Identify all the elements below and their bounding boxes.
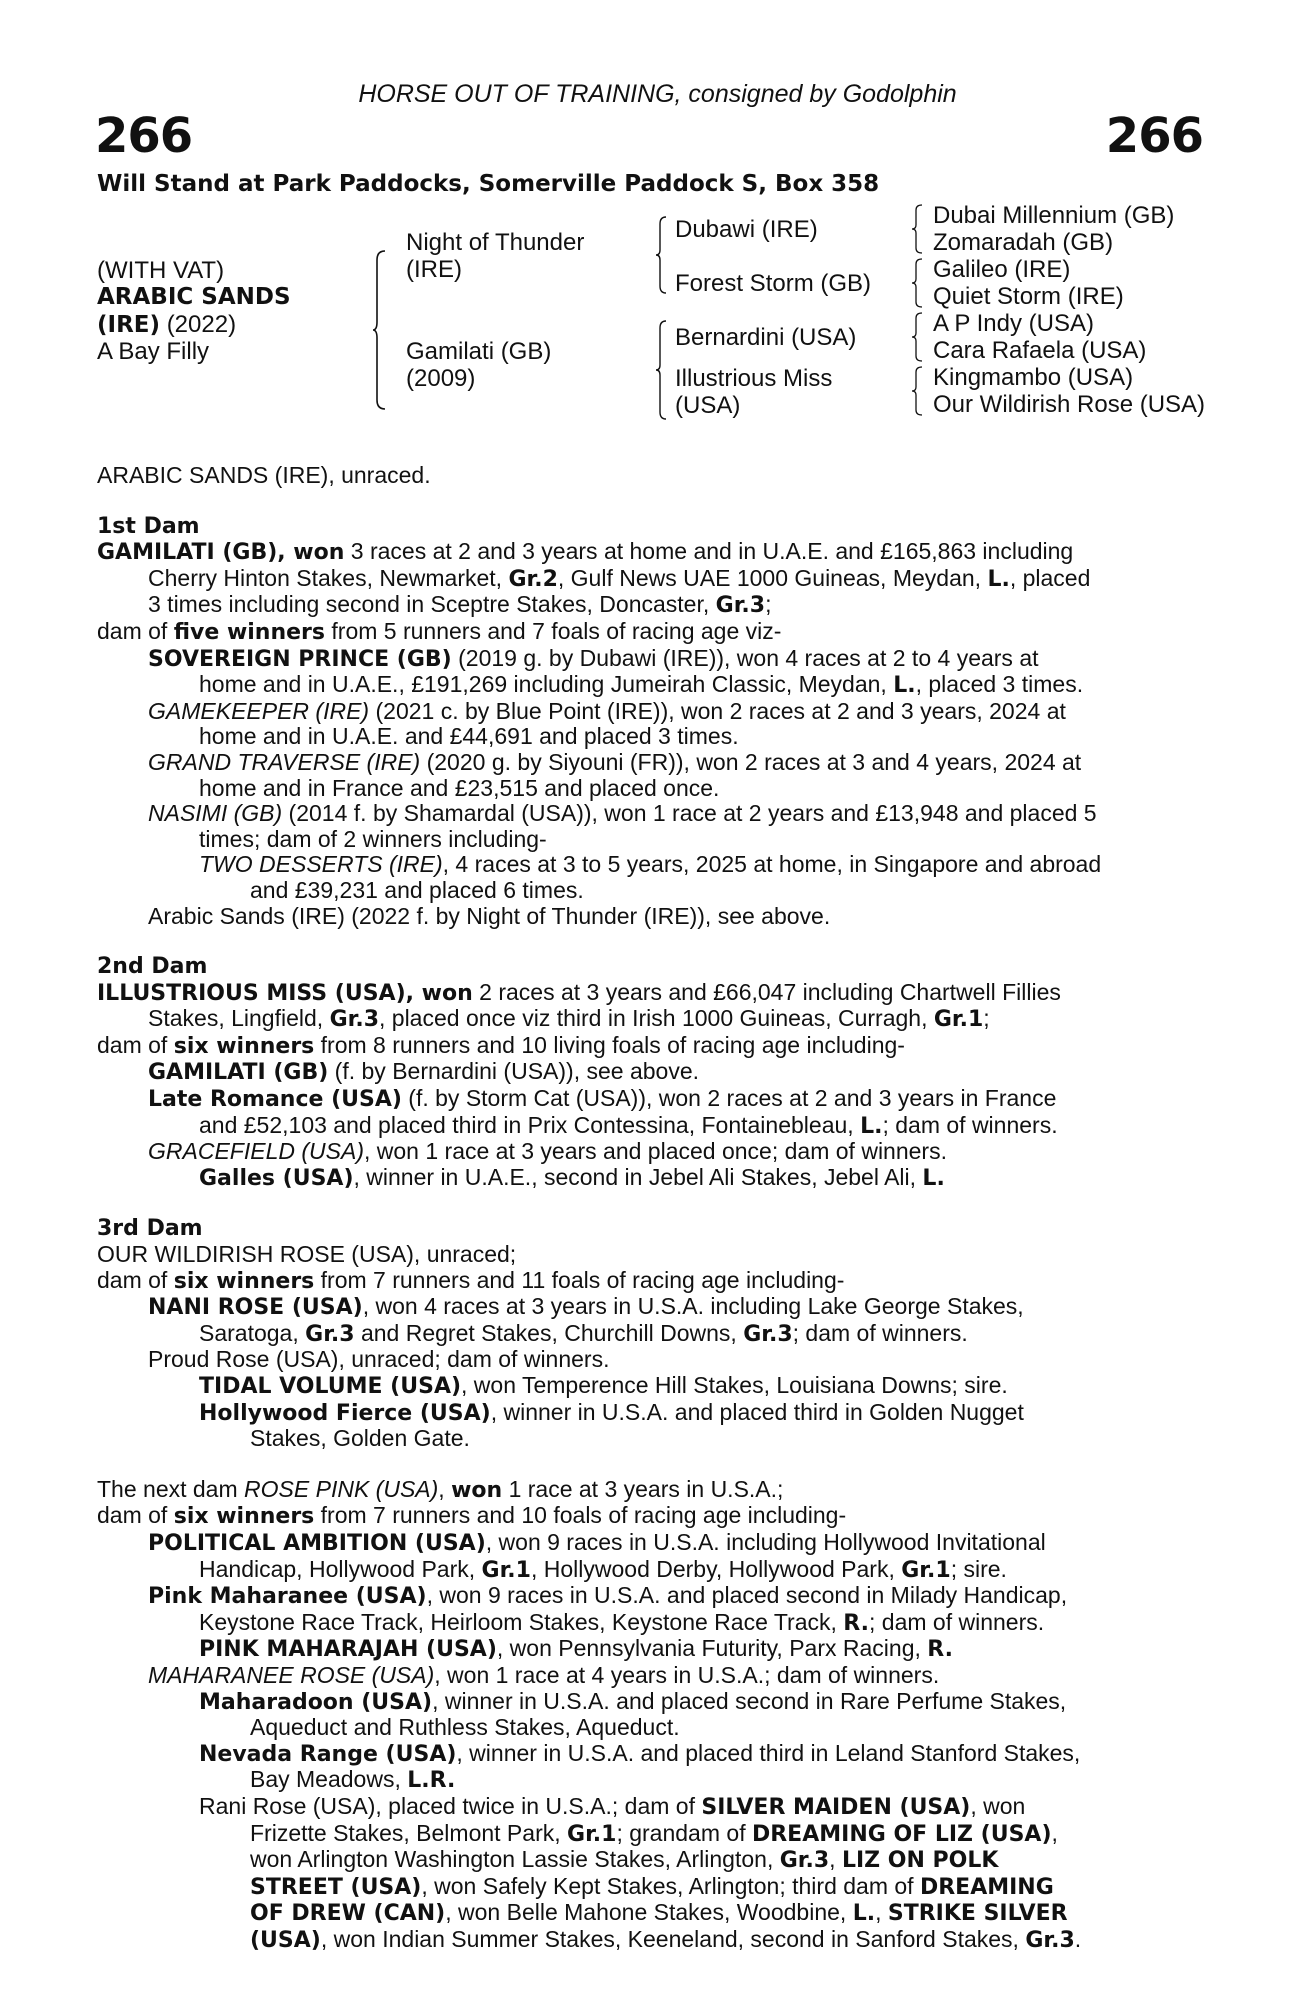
dam2-line bbox=[97, 980, 1203, 1007]
unraced-line: ARABIC SANDS (IRE), unraced. bbox=[97, 462, 431, 488]
pedigree-sire-origin: (IRE) bbox=[406, 256, 462, 283]
pedigree-dam-dam-origin: (USA) bbox=[675, 392, 741, 419]
rr-comma: , bbox=[1051, 1819, 1058, 1846]
restricted: R. bbox=[927, 1637, 953, 1663]
mr-text: , won 1 race at 4 years in U.S.A.; dam of winners. bbox=[434, 1661, 940, 1688]
listed: L. bbox=[922, 1165, 945, 1191]
two-desserts-line bbox=[97, 852, 1203, 878]
gracefield-line bbox=[97, 1139, 1203, 1165]
nv-text-a: , winner in U.S.A. and placed third in Leland Stanford Stakes, bbox=[456, 1739, 1081, 1766]
lr-text-c: ; dam of winners. bbox=[882, 1111, 1058, 1138]
late-romance-line2 bbox=[97, 1113, 1203, 1140]
sovereign-prince-line2 bbox=[97, 672, 1203, 699]
horse-origin-year bbox=[97, 311, 236, 339]
pedigree-dsd: Cara Rafaela (USA) bbox=[933, 337, 1147, 364]
maharanee-rose: MAHARANEE ROSE (USA) bbox=[148, 1661, 435, 1688]
dam-of: dam of bbox=[97, 617, 174, 644]
pedigree-brace-ds bbox=[911, 312, 923, 362]
dam2-produce bbox=[97, 1033, 1203, 1060]
grade-1: Gr.1 bbox=[481, 1557, 531, 1583]
rr-text-d: ; grandam of bbox=[616, 1819, 752, 1846]
grade-1: Gr.1 bbox=[567, 1821, 617, 1847]
maharadoon: Maharadoon (USA) bbox=[199, 1689, 433, 1715]
nd-text-a: The next dam bbox=[97, 1475, 245, 1502]
dam1-name: GAMILATI (GB), won bbox=[97, 540, 345, 566]
nasimi: NASIMI (GB) bbox=[148, 800, 283, 827]
dam1-text-g: from 5 runners and 7 foals of racing age viz- bbox=[325, 617, 782, 644]
of-drew: OF DREW (CAN) bbox=[250, 1901, 446, 1927]
catalogue-body bbox=[97, 463, 1203, 1953]
dam2-text-a: 2 races at 3 years and £66,047 including Chartwell Fillies bbox=[472, 978, 1061, 1005]
pedigree-brace-main bbox=[372, 250, 386, 410]
liz-on-polk-street: STREET (USA) bbox=[250, 1874, 422, 1900]
dam3-heading: 3rd Dam bbox=[97, 1216, 203, 1242]
maharadoon-line2: Aqueduct and Ruthless Stakes, Aqueduct. bbox=[250, 1714, 680, 1741]
pedigree-sss: Dubai Millennium (GB) bbox=[933, 202, 1175, 229]
horse-name: ARABIC SANDS bbox=[97, 284, 291, 310]
dam1-line2 bbox=[97, 566, 1203, 593]
nevada-range-line bbox=[97, 1741, 1203, 1768]
six-winners: six winners bbox=[173, 1504, 315, 1530]
listed: L. bbox=[893, 673, 916, 699]
listed-restricted: L.R. bbox=[407, 1768, 456, 1794]
rani-rose-line5 bbox=[97, 1900, 1203, 1927]
gf-text: , won 1 race at 3 years and placed once; dam of winners. bbox=[363, 1138, 947, 1165]
rani-rose-line bbox=[97, 1794, 1203, 1821]
gamilati: GAMILATI (GB) bbox=[148, 1060, 329, 1086]
nani-rose: NANI ROSE (USA) bbox=[148, 1295, 363, 1321]
dam2-heading: 2nd Dam bbox=[97, 954, 208, 980]
restricted: R. bbox=[843, 1610, 869, 1636]
hollywood-fierce-line bbox=[97, 1400, 1203, 1427]
galles-line bbox=[97, 1165, 1203, 1192]
six-winners: six winners bbox=[173, 1268, 315, 1294]
pedigree-dam-name: Gamilati (GB) bbox=[406, 338, 552, 365]
md-text-a: , winner in U.S.A. and placed second in Rare Perfume Stakes, bbox=[432, 1687, 1067, 1714]
gam-text: (f. by Bernardini (USA)), see above. bbox=[328, 1058, 700, 1085]
sov-text-c: , placed 3 times. bbox=[915, 671, 1084, 698]
dam1-text-b: Cherry Hinton Stakes, Newmarket, bbox=[148, 564, 509, 591]
pedigree-sire-name: Night of Thunder bbox=[406, 229, 585, 256]
pedigree-ssd: Zomaradah (GB) bbox=[933, 229, 1114, 256]
pmj-text: , won Pennsylvania Futurity, Parx Racing, bbox=[496, 1635, 928, 1662]
stable-location: Will Stand at Park Paddocks, Somerville Paddock S, Box 358 bbox=[97, 171, 880, 197]
political-ambition-line bbox=[97, 1530, 1203, 1557]
consignment-line: HORSE OUT OF TRAINING, consigned by Godolphin bbox=[358, 80, 957, 108]
dam2-text-e: from 8 runners and 10 living foals of racing age including- bbox=[314, 1031, 905, 1058]
dam1-text-a: 3 races at 2 and 3 years at home and in U.A.E. and £165,863 including bbox=[344, 538, 1074, 565]
rr-text-c: Frizette Stakes, Belmont Park, bbox=[250, 1819, 568, 1846]
six-winners: six winners bbox=[173, 1033, 315, 1059]
dam2-text-c: , placed once viz third in Irish 1000 Guineas, Curragh, bbox=[379, 1005, 934, 1032]
sovereign-prince: SOVEREIGN PRINCE (GB) bbox=[148, 646, 452, 672]
won-label: won bbox=[451, 1477, 503, 1503]
listed: L. bbox=[860, 1113, 883, 1139]
grade-3: Gr.3 bbox=[1025, 1927, 1075, 1953]
lot-number-right: 266 bbox=[1105, 108, 1203, 164]
grand-traverse-line bbox=[97, 750, 1203, 776]
dam1-line bbox=[97, 539, 1203, 566]
gamekeeper: GAMEKEEPER (IRE) bbox=[148, 697, 370, 724]
pedigree-dam-dam: Illustrious Miss bbox=[675, 365, 833, 392]
nr-text-d: ; dam of winners. bbox=[792, 1319, 968, 1346]
lr-text-b: and £52,103 and placed third in Prix Contessina, Fontainebleau, bbox=[199, 1111, 861, 1138]
pedigree-dam-sire: Bernardini (USA) bbox=[675, 324, 857, 351]
nani-rose-line bbox=[97, 1294, 1203, 1321]
nr-text-b: Saratoga, bbox=[199, 1319, 306, 1346]
sovereign-prince-line bbox=[97, 646, 1203, 673]
pink-maharanee: Pink Maharanee (USA) bbox=[148, 1584, 427, 1610]
na-text-a: (2014 f. by Shamardal (USA)), won 1 race at 2 years and £13,948 and placed 5 bbox=[282, 800, 1097, 827]
liz-on-polk: LIZ ON POLK bbox=[841, 1848, 999, 1874]
nd-text-c: from 7 runners and 10 foals of racing age including- bbox=[314, 1502, 847, 1529]
gamekeeper-line bbox=[97, 699, 1203, 725]
dam-of: dam of bbox=[97, 1031, 174, 1058]
pedigree-brace-sd bbox=[911, 258, 923, 308]
rose-pink: ROSE PINK (USA) bbox=[244, 1475, 439, 1502]
dam1-heading: 1st Dam bbox=[97, 513, 200, 539]
rr-text-e: won Arlington Washington Lassie Stakes, Arlington, bbox=[250, 1846, 780, 1873]
grade-3: Gr.3 bbox=[329, 1007, 379, 1033]
pedigree-sire-sire: Dubawi (IRE) bbox=[675, 216, 818, 243]
pink-maharajah: PINK MAHARAJAH (USA) bbox=[199, 1637, 497, 1663]
grade-3: Gr.3 bbox=[779, 1848, 830, 1874]
five-winners: five winners bbox=[173, 619, 326, 645]
gracefield: GRACEFIELD (USA) bbox=[148, 1138, 364, 1165]
maharanee-rose-line bbox=[97, 1663, 1203, 1689]
next-dam-produce bbox=[97, 1503, 1203, 1530]
pedigree-dds: Kingmambo (USA) bbox=[933, 364, 1134, 391]
grade-3: Gr.3 bbox=[715, 593, 766, 619]
sov-text-b: home and in U.A.E., £191,269 including Jumeirah Classic, Meydan, bbox=[199, 671, 894, 698]
horse-year: (2022) bbox=[166, 311, 237, 338]
maharadoon-line bbox=[97, 1689, 1203, 1716]
pa-text-a: , won 9 races in U.S.A. including Hollywood Invitational bbox=[485, 1528, 1046, 1555]
pedigree-brace-dd bbox=[911, 366, 923, 416]
horse-origin: (IRE) bbox=[97, 312, 161, 338]
pedigree-dss: A P Indy (USA) bbox=[933, 310, 1094, 337]
pedigree-ddd: Our Wildirish Rose (USA) bbox=[933, 391, 1206, 418]
dam1-text-f: ; bbox=[765, 591, 772, 618]
pedigree-sds: Galileo (IRE) bbox=[933, 256, 1071, 283]
pink-maharanee-line2 bbox=[97, 1610, 1203, 1637]
nd-text-b: 1 race at 3 years in U.S.A.; bbox=[502, 1475, 784, 1502]
nr-text-a: , won 4 races at 3 years in U.S.A. including Lake George Stakes, bbox=[362, 1293, 1024, 1320]
pedigree-brace-dam bbox=[655, 320, 667, 420]
tidal-volume-line bbox=[97, 1373, 1203, 1400]
gt-text-a: (2020 g. by Siyouni (FR)), won 2 races at 3 and 4 years, 2024 at bbox=[420, 748, 1082, 775]
rani-rose-line6 bbox=[97, 1927, 1203, 1954]
dam1-produce bbox=[97, 619, 1203, 646]
sov-text-a: (2019 g. by Dubawi (IRE)), won 4 races at 2 to 4 years at bbox=[451, 644, 1039, 671]
hollywood-fierce: Hollywood Fierce (USA) bbox=[199, 1400, 491, 1426]
dam2-text-d: ; bbox=[983, 1005, 990, 1032]
dam1-text-e: 3 times including second in Sceptre Stakes, Doncaster, bbox=[148, 591, 716, 618]
nv-text-b: Bay Meadows, bbox=[250, 1766, 408, 1793]
grade-3: Gr.3 bbox=[743, 1321, 793, 1347]
grade-1: Gr.1 bbox=[933, 1007, 984, 1033]
vat-label: (WITH VAT) bbox=[97, 257, 225, 284]
two-desserts: TWO DESSERTS (IRE) bbox=[199, 851, 443, 878]
rr-comma3: , bbox=[875, 1899, 888, 1926]
rr-comma2: , bbox=[829, 1846, 842, 1873]
nr-text-c: and Regret Stakes, Churchill Downs, bbox=[354, 1319, 744, 1346]
dam1-text-c: , Gulf News UAE 1000 Guineas, Meydan, bbox=[557, 564, 988, 591]
dam3-produce bbox=[97, 1268, 1203, 1295]
late-romance: Late Romance (USA) bbox=[148, 1087, 402, 1113]
pm-text-c: ; dam of winners. bbox=[869, 1608, 1045, 1635]
dam1-text-d: , placed bbox=[1009, 564, 1091, 591]
hf-text-a: , winner in U.S.A. and placed third in Golden Nugget bbox=[490, 1398, 1024, 1425]
rr-text-g: , won Belle Mahone Stakes, Woodbine, bbox=[445, 1899, 853, 1926]
pedigree-brace-sire bbox=[655, 216, 667, 294]
dam-of: dam of bbox=[97, 1266, 174, 1293]
grand-traverse: GRAND TRAVERSE (IRE) bbox=[148, 748, 421, 775]
political-ambition-line2 bbox=[97, 1557, 1203, 1584]
rani-rose-line2 bbox=[97, 1821, 1203, 1848]
lr-text-a: (f. by Storm Cat (USA)), won 2 races at 2 and 3 years in France bbox=[401, 1085, 1057, 1112]
grade-1: Gr.1 bbox=[901, 1557, 951, 1583]
pedigree-brace-ss bbox=[911, 204, 923, 254]
pa-text-b: Handicap, Hollywood Park, bbox=[199, 1555, 482, 1582]
final-period: . bbox=[1074, 1925, 1082, 1952]
nd-comma: , bbox=[438, 1475, 452, 1502]
gamilati-line bbox=[97, 1059, 1203, 1086]
gamekeeper-line2: home and in U.A.E. and £44,691 and placed 3 times. bbox=[199, 723, 739, 750]
pm-text-a: , won 9 races in U.S.A. and placed second in Milady Handicap, bbox=[426, 1582, 1068, 1609]
rani-rose-line4 bbox=[97, 1874, 1203, 1901]
proud-rose-line: Proud Rose (USA), unraced; dam of winners. bbox=[148, 1346, 610, 1373]
hollywood-fierce-line2: Stakes, Golden Gate. bbox=[250, 1425, 470, 1452]
td-text-a: , 4 races at 3 to 5 years, 2025 at home, in Singapore and abroad bbox=[442, 851, 1102, 878]
arabic-sands-line: Arabic Sands (IRE) (2022 f. by Night of Thunder (IRE)), see above. bbox=[148, 902, 831, 929]
political-ambition: POLITICAL AMBITION (USA) bbox=[148, 1530, 486, 1556]
pa-text-c: , Hollywood Derby, Hollywood Park, bbox=[530, 1555, 902, 1582]
listed: L. bbox=[987, 566, 1010, 592]
nevada-range-line2 bbox=[97, 1767, 1203, 1794]
silver-maiden: SILVER MAIDEN (USA) bbox=[701, 1794, 971, 1820]
dam2-name: ILLUSTRIOUS MISS (USA), won bbox=[97, 980, 473, 1006]
pink-maharanee-line bbox=[97, 1583, 1203, 1610]
dam3-line: OUR WILDIRISH ROSE (USA), unraced; bbox=[97, 1241, 517, 1268]
tv-text: , won Temperence Hill Stakes, Louisiana Downs; sire. bbox=[461, 1372, 1008, 1398]
strike-silver: STRIKE SILVER bbox=[887, 1901, 1068, 1927]
late-romance-line bbox=[97, 1086, 1203, 1113]
tidal-volume: TIDAL VOLUME (USA) bbox=[199, 1374, 462, 1399]
galles: Galles (USA) bbox=[199, 1165, 354, 1191]
dreaming-of-liz: DREAMING OF LIZ (USA) bbox=[751, 1821, 1052, 1847]
next-dam-line bbox=[97, 1477, 1203, 1504]
rr-text-f: , won Safely Kept Stakes, Arlington; third dam of bbox=[421, 1872, 920, 1899]
dam2-text-b: Stakes, Lingfield, bbox=[148, 1005, 330, 1032]
dam1-line3 bbox=[97, 592, 1203, 619]
dreaming: DREAMING bbox=[919, 1874, 1054, 1900]
rr-text-h: , won Indian Summer Stakes, Keeneland, second in Sanford Stakes, bbox=[320, 1925, 1026, 1952]
rani-rose-line3 bbox=[97, 1847, 1203, 1874]
nani-rose-line2 bbox=[97, 1321, 1203, 1348]
rr-text-a: Rani Rose (USA), placed twice in U.S.A.; dam of bbox=[199, 1792, 702, 1819]
horse-description: A Bay Filly bbox=[97, 338, 210, 365]
listed: L. bbox=[852, 1901, 876, 1927]
nasimi-line bbox=[97, 801, 1203, 827]
pedigree-sdd: Quiet Storm (IRE) bbox=[933, 283, 1124, 310]
nasimi-line2: times; dam of 2 winners including- bbox=[199, 825, 547, 852]
pink-maharajah-line bbox=[97, 1636, 1203, 1663]
pa-text-d: ; sire. bbox=[950, 1555, 1007, 1582]
nevada-range: Nevada Range (USA) bbox=[199, 1741, 457, 1767]
dam3-text: from 7 runners and 11 foals of racing age including- bbox=[314, 1266, 845, 1293]
grade-2: Gr.2 bbox=[508, 566, 558, 592]
grand-traverse-line2: home and in France and £23,515 and placed once. bbox=[199, 774, 720, 801]
pedigree-sire-dam: Forest Storm (GB) bbox=[675, 270, 872, 297]
rr-text-b: , won bbox=[970, 1792, 1026, 1819]
gk-text-a: (2021 c. by Blue Point (IRE)), won 2 races at 2 and 3 years, 2024 at bbox=[369, 697, 1066, 724]
dam2-line2 bbox=[97, 1006, 1203, 1033]
two-desserts-line2: and £39,231 and placed 6 times. bbox=[250, 876, 584, 903]
strike-silver-origin: (USA) bbox=[250, 1927, 321, 1953]
grade-3: Gr.3 bbox=[305, 1321, 355, 1347]
ga-text: , winner in U.A.E., second in Jebel Ali Stakes, Jebel Ali, bbox=[353, 1163, 923, 1190]
pedigree-dam-year: (2009) bbox=[406, 365, 476, 392]
pm-text-b: Keystone Race Track, Heirloom Stakes, Keystone Race Track, bbox=[199, 1608, 844, 1635]
lot-number-left: 266 bbox=[95, 108, 193, 164]
dam-of: dam of bbox=[97, 1502, 174, 1529]
